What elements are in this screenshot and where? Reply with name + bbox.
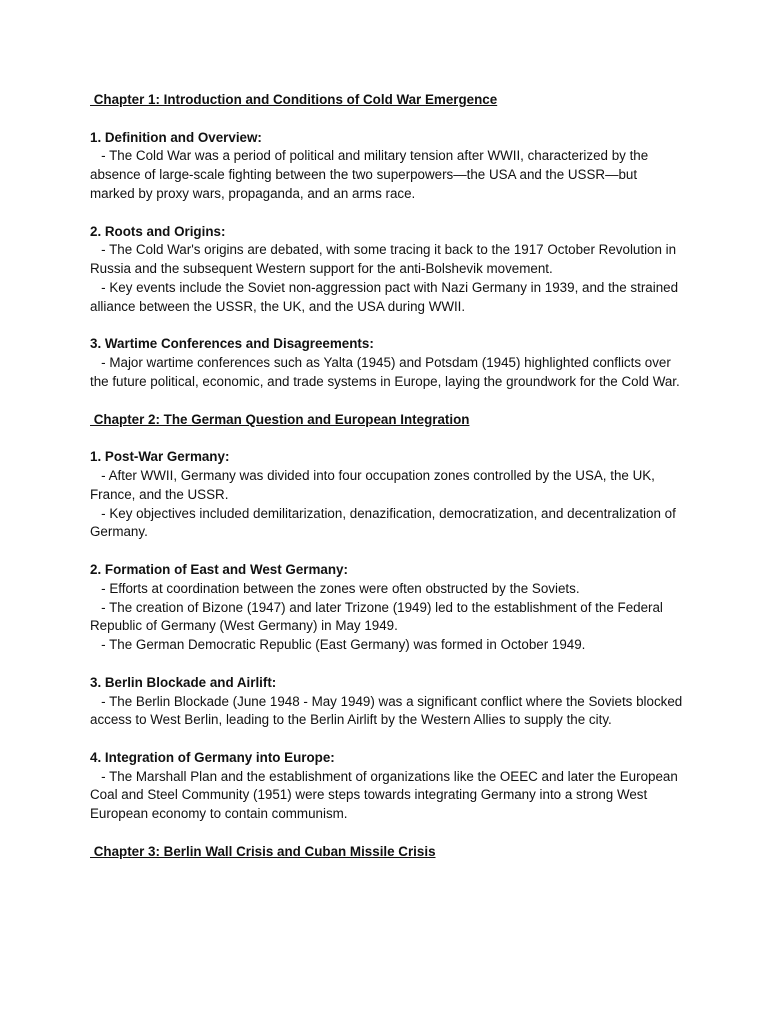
paragraph: - Key events include the Soviet non-aggression pact with Nazi Germany in 1939, and the strained alliance between the USSR, the UK, and the USA during WWII.: [90, 279, 682, 314]
spacer: [90, 317, 684, 336]
spacer: [90, 429, 684, 448]
spacer: [90, 655, 684, 674]
paragraph: - The Berlin Blockade (June 1948 - May 1949) was a significant conflict where the Soviets blocked access to West Berlin, leading to the Berlin Airlift by the Western Allies to supply the city.: [90, 693, 686, 728]
section-formation-east-west: [90, 561, 684, 655]
section-heading: 2. Roots and Origins:: [90, 223, 226, 239]
section-wartime-conferences: [90, 335, 684, 391]
paragraph: - The German Democratic Republic (East Germany) was formed in October 1949.: [90, 637, 586, 653]
section-heading: 4. Integration of Germany into Europe:: [90, 749, 335, 765]
section-berlin-blockade: [90, 674, 684, 730]
chapter-3: [90, 843, 684, 862]
chapter-title: Chapter 1: Introduction and Conditions of Cold War Emergence: [90, 92, 498, 107]
section-heading: 1. Definition and Overview:: [90, 129, 262, 145]
spacer: [90, 204, 684, 223]
spacer: [90, 730, 684, 749]
chapter-title: Chapter 2: The German Question and European Integration: [90, 411, 470, 427]
spacer: [90, 542, 684, 561]
section-definition-overview: [90, 129, 684, 204]
section-heading: 3. Wartime Conferences and Disagreements:: [90, 336, 374, 352]
chapter-2: [90, 411, 684, 825]
spacer: [90, 110, 684, 129]
document-page: [90, 91, 684, 862]
paragraph: - Key objectives included demilitarization, denazification, democratization, and decentralization of Germany.: [90, 505, 680, 540]
paragraph: - After WWII, Germany was divided into four occupation zones controlled by the USA, the UK, France, and the USSR.: [90, 467, 659, 502]
section-integration-europe: [90, 749, 684, 824]
paragraph: - The Marshall Plan and the establishment of organizations like the OEEC and later the European Coal and Steel Community (1951) were steps towards integrating Germany into a strong West European economy to contain communism.: [90, 768, 682, 822]
paragraph: - The Cold War was a period of political and military tension after WWII, characterized by the absence of large-scale fighting between the two superpowers—the USA and the USSR—but marked by proxy wars, propaganda, and an arms race.: [90, 148, 652, 201]
section-heading: 1. Post-War Germany:: [90, 449, 230, 465]
spacer: [90, 824, 684, 843]
chapter-1: [90, 91, 684, 392]
paragraph: - Efforts at coordination between the zones were often obstructed by the Soviets.: [90, 580, 580, 596]
paragraph: - The creation of Bizone (1947) and later Trizone (1949) led to the establishment of the Federal Republic of Germany (West Germany) in May 1949.: [90, 599, 667, 634]
chapter-title: Chapter 3: Berlin Wall Crisis and Cuban Missile Crisis: [90, 843, 436, 859]
section-heading: 2. Formation of East and West Germany:: [90, 561, 348, 577]
section-post-war-germany: [90, 448, 684, 542]
section-heading: 3. Berlin Blockade and Airlift:: [90, 674, 277, 690]
paragraph: - The Cold War's origins are debated, with some tracing it back to the 1917 October Revolution in Russia and the subsequent Western support for the anti-Bolshevik movement.: [90, 242, 680, 277]
paragraph: - Major wartime conferences such as Yalta (1945) and Potsdam (1945) highlighted conflicts over the future political, economic, and trade systems in Europe, laying the groundwork for the Cold War.: [90, 355, 680, 389]
section-roots-origins: [90, 223, 684, 317]
spacer: [90, 392, 684, 411]
